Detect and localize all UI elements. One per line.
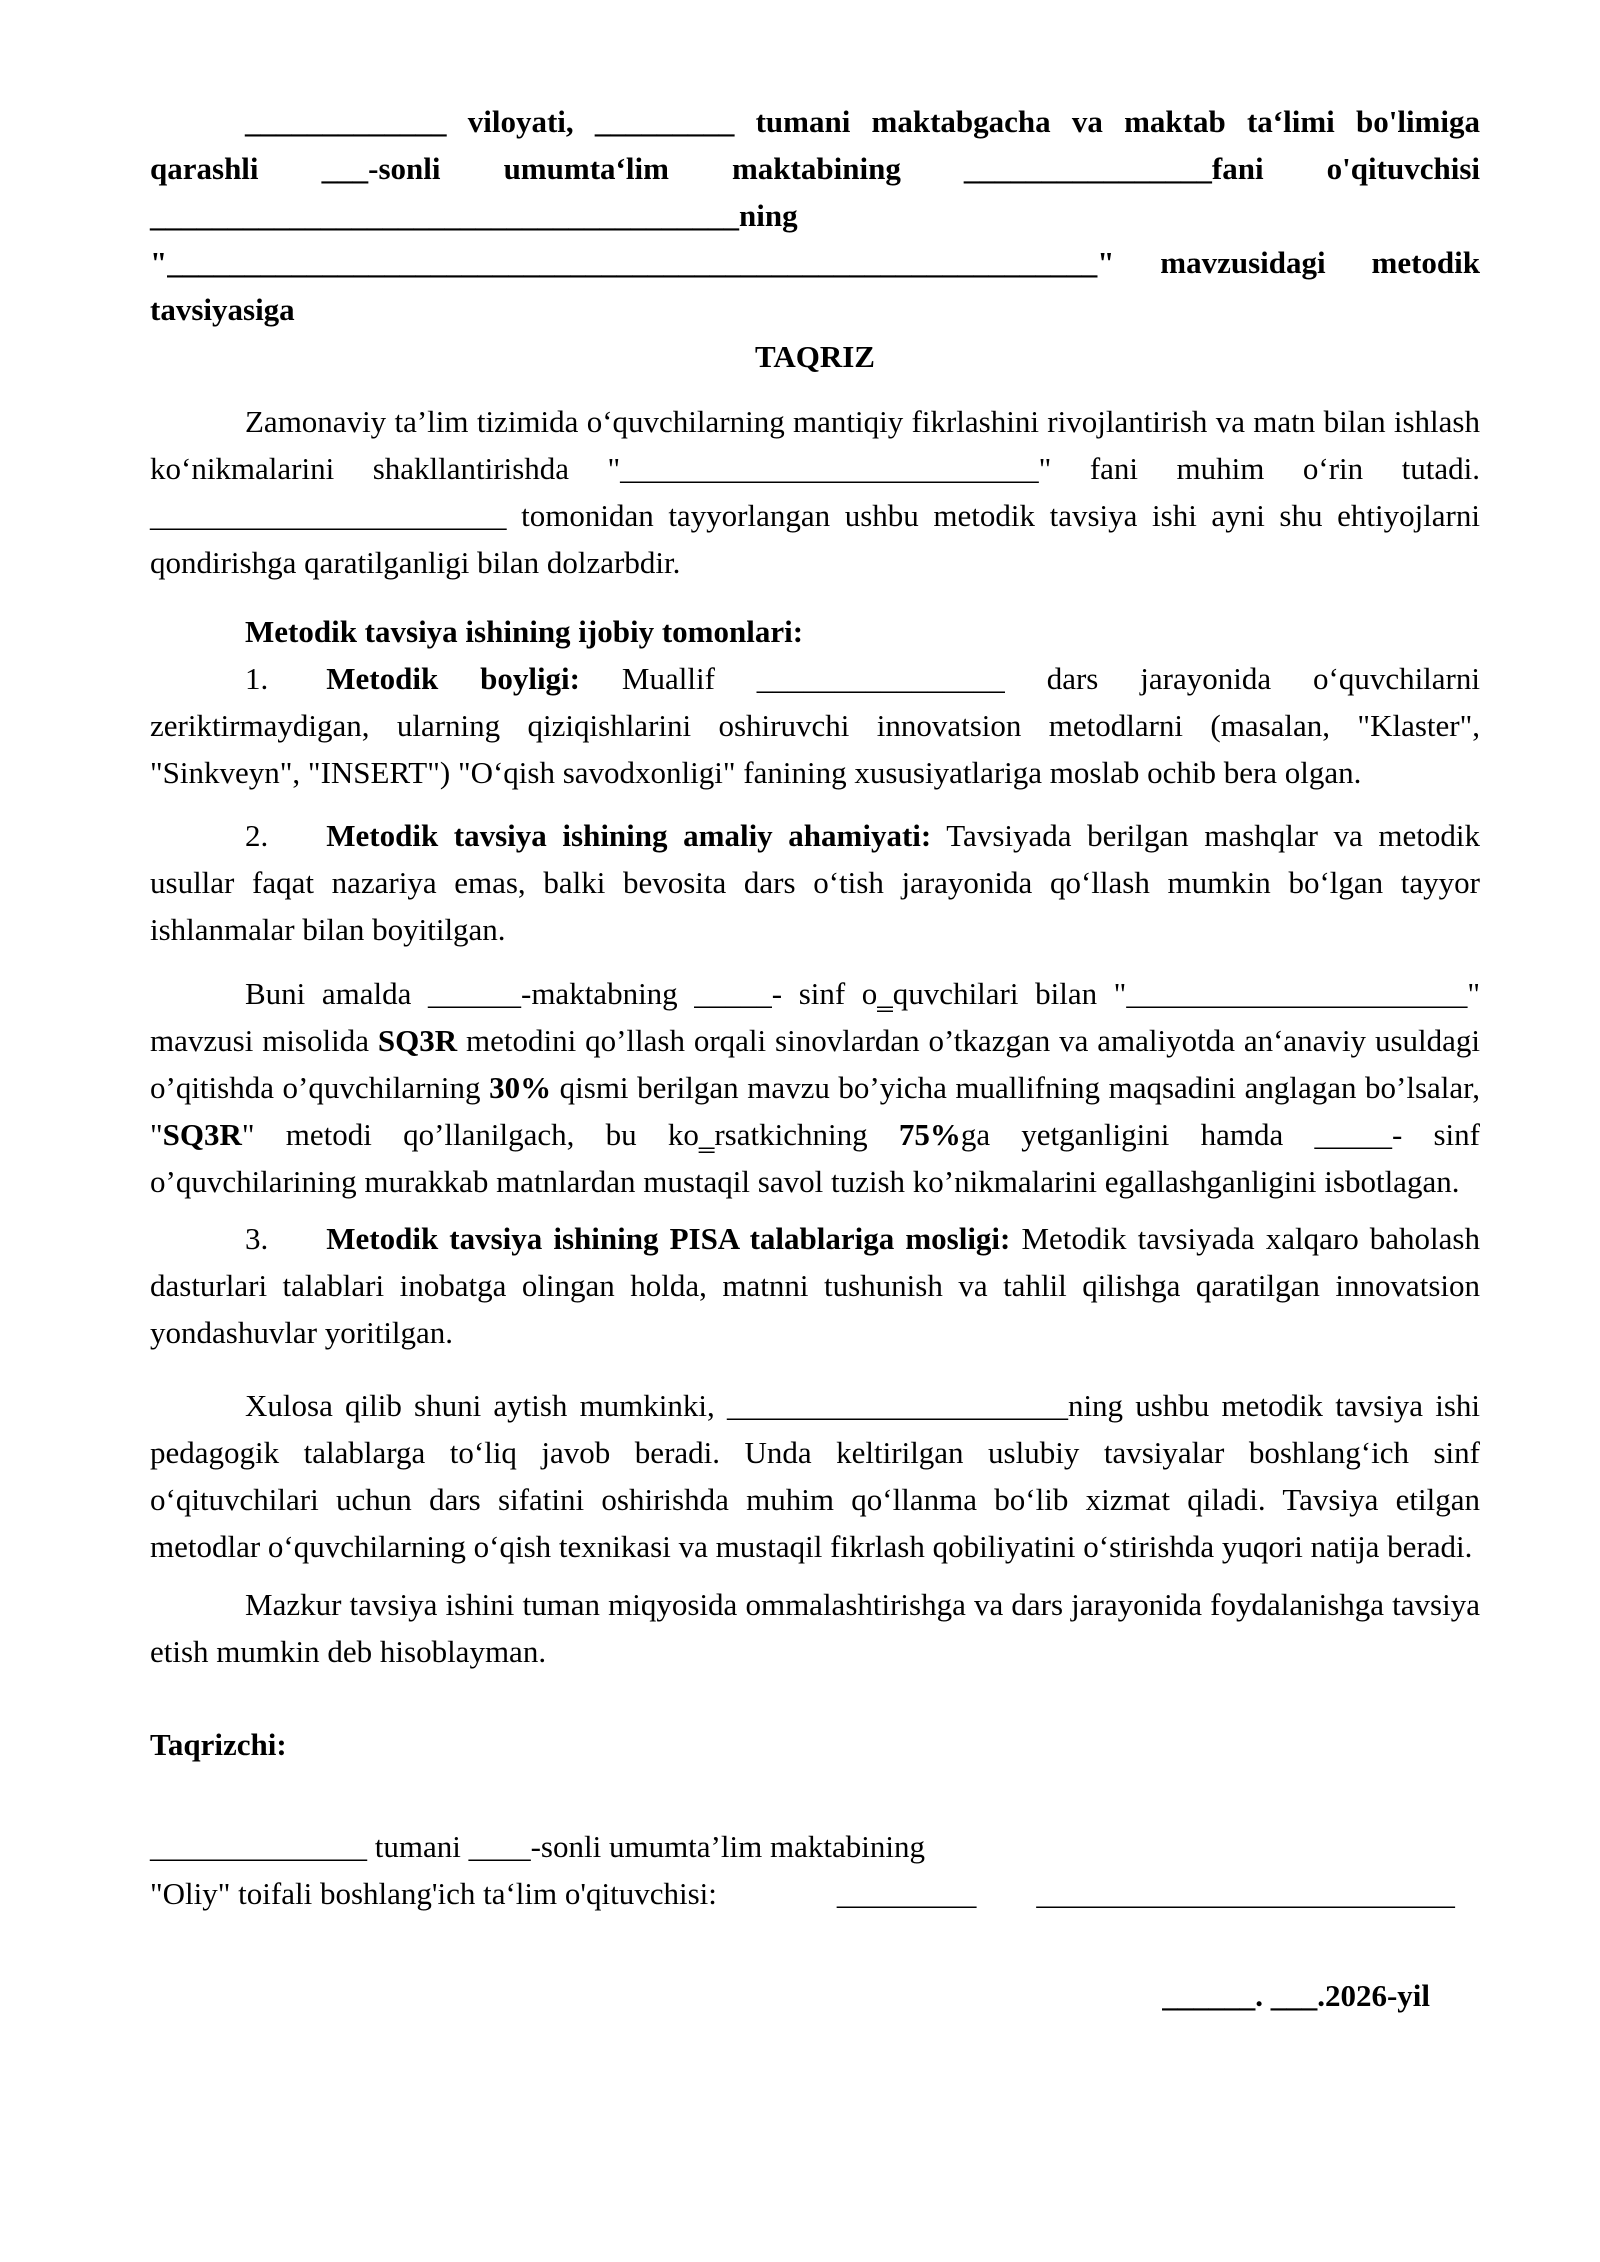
positive-item-1 xyxy=(150,655,1480,796)
item-1-number: 1. xyxy=(245,661,269,696)
item-1-text: Muallif ________________ dars jarayonida o‘quvchilarni zeriktirmaydigan, ularning qiziqishlarini oshiruvchi innovatsion metodlarni (masalan, "Klaster", "Sinkveyn", "INSERT") "O‘qish savodxonligi" fanining xususiyatlariga moslab ochib bera olgan. xyxy=(150,661,1480,790)
document-title: TAQRIZ xyxy=(754,339,875,374)
conclusion-paragraph: Xulosa qilib shuni aytish mumkinki, ______________________ning ushbu metodik tavsiya ishi pedagogik talablarga to‘liq javob beradi. Unda keltirilgan uslubiy tavsiyalar boshlang‘ich sinf o‘qituvchilari uchun dars sifatini oshirishda muhim qo‘llanma bo‘lib xizmat qiladi. Tavsiya etilgan metodlar o‘quvchilarning o‘qish texnikasi va mustaqil fikrlash qobiliyatini o‘stirishda yuqori natija beradi. xyxy=(150,1388,1480,1564)
reviewer-teacher-line xyxy=(150,1870,1480,1917)
item-2-number: 2. xyxy=(245,818,269,853)
positives-heading: Metodik tavsiya ishining ijobiy tomonlari: xyxy=(245,614,804,649)
signature-blank-long: ___________________________ xyxy=(1036,1876,1455,1911)
item-2-label: Metodik tavsiya ishining amaliy ahamiyati: xyxy=(326,818,932,853)
percent-value-bold: 75% xyxy=(898,1117,961,1152)
header-ning-line: ______________________________________ning xyxy=(150,198,798,233)
practice-segment: metodini qo’llash orqali sinovlardan o’tkazgan va amaliyotda an‘anaviy usuldagi o’qitishda o’quvchilarning xyxy=(150,1023,1480,1105)
reviewer-school-line: ______________ tumani ____-sonli umumta’lim maktabining xyxy=(150,1829,925,1864)
header-paragraph: _____________ viloyati, _________ tumani maktabgacha va maktab ta‘limi bo'limiga qarashli ___-sonli umumta‘lim maktabining ________________fani o'qituvchisi xyxy=(150,104,1480,186)
percent-value-bold: 30% xyxy=(489,1070,552,1105)
date-line: ______. ___.2026-yil xyxy=(1162,1978,1430,2013)
teacher-title-text: "Oliy" toifali boshlang'ich ta‘lim o'qituvchisi: xyxy=(150,1876,717,1911)
item-1-label: Metodik boyligi: xyxy=(326,661,580,696)
positive-item-2 xyxy=(150,812,1480,953)
practice-segment: qismi berilgan mavzu bo’yicha muallifning maqsadini anglagan bo’lsalar, " xyxy=(150,1070,1480,1152)
method-term-bold: SQ3R xyxy=(377,1023,458,1058)
signature-blank-short: _________ xyxy=(836,1876,977,1911)
item-3-number: 3. xyxy=(245,1221,269,1256)
header-theme-line: "____________________________________________________________" mavzusidagi metodik tavsiyasiga xyxy=(150,245,1480,327)
item-2-text: Tavsiyada berilgan mashqlar va metodik usullar faqat nazariya emas, balki bevosita dars o‘tish jarayonida qo‘llash mumkin bo‘lgan tayyor ishlanmalar bilan boyitilgan. xyxy=(150,818,1480,947)
item-3-label: Metodik tavsiya ishining PISA talablariga mosligi: xyxy=(326,1221,1011,1256)
recommendation-paragraph: Mazkur tavsiya ishini tuman miqyosida ommalashtirishga va dars jarayonida foydalanishga tavsiya etish mumkin deb hisoblayman. xyxy=(150,1587,1480,1669)
reviewer-label: Taqrizchi: xyxy=(150,1727,287,1762)
item-3-text: Metodik tavsiyada xalqaro baholash dasturlari talablari inobatga olingan holda, matnni tushunish va tahlil qilishga qaratilgan innovatsion yondashuvlar yoritilgan. xyxy=(150,1221,1480,1350)
practice-segment: " metodi qo’llanilgach, bu ko‗rsatkichning xyxy=(241,1117,899,1152)
method-term-bold: SQ3R xyxy=(162,1117,242,1152)
positive-item-3 xyxy=(150,1215,1480,1356)
intro-paragraph: Zamonaviy ta’lim tizimida o‘quvchilarning mantiqiy fikrlashini rivojlantirish va matn bilan ishlash ko‘nikmalarini shakllantirishda "___________________________" fani muhim o‘rin tutadi. _______________________ tomonidan tayyorlangan ushbu metodik tavsiya ishi ayni shu ehtiyojlarni qondirishga qaratilganligi bilan dolzarbdir. xyxy=(150,404,1480,580)
practice-segment: Buni amalda ______-maktabning _____- sinf o‗quvchilari bilan "______________________" mavzusi misolida xyxy=(150,976,1480,1058)
practice-segment: ga yetganligini hamda _____- sinf o’quvchilarining murakkab matnlardan mustaqil savol tuzish ko’nikmalarini egallashganligini isbotlagan. xyxy=(150,1117,1480,1199)
practice-paragraph xyxy=(150,970,1480,1205)
